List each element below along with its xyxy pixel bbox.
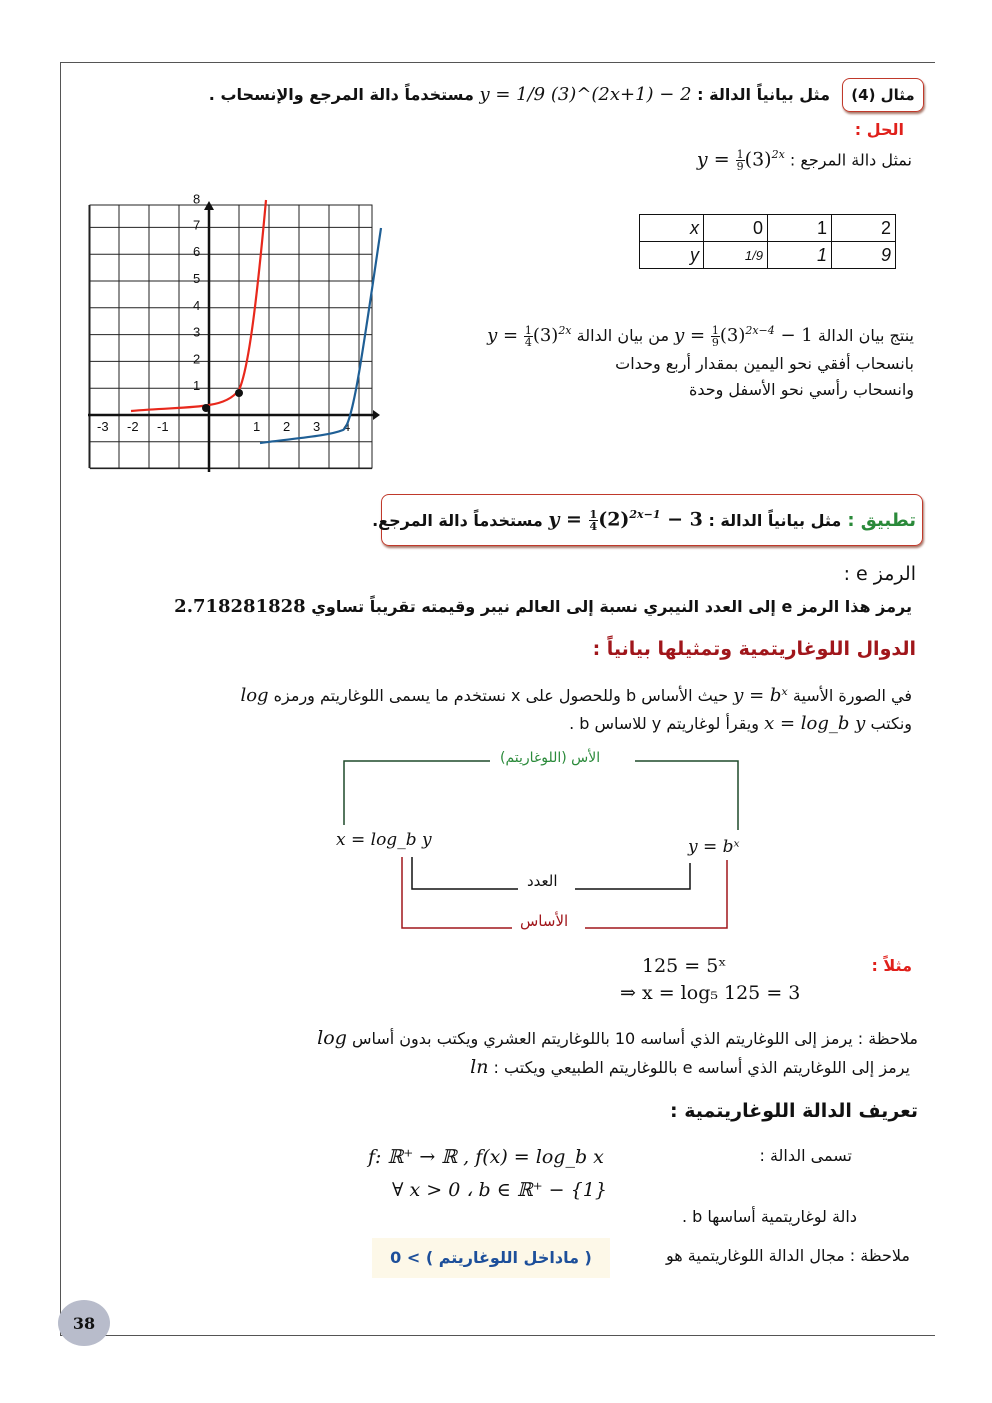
diagram-top-label: الأس (اللوغاريتم)	[500, 750, 601, 766]
definition-called: تسمى الدالة :	[759, 1146, 852, 1165]
frame-left	[60, 62, 61, 1335]
y-tick-label: 3	[193, 324, 201, 340]
diagram-middle-label: العدد	[527, 872, 558, 890]
application-box: تطبيق : مثل بيانياً الدالة : y = $\frac{1}{4}$ $(2)^{2x-1} - 3$ مستخدماً دالة المرجع.	[381, 494, 923, 546]
frame-top	[60, 62, 935, 63]
page-number-badge	[58, 1300, 110, 1346]
x-tick-label: 4	[343, 419, 351, 434]
log-section-heading: الدوال اللوغاريتمية وتمثيلها بيانياً :	[592, 638, 916, 660]
definition-conditions: ∀ x > 0 ، b ∈ ℝ⁺ − {1}	[392, 1179, 607, 1201]
diagram-right-equation: y = bˣ	[688, 837, 740, 857]
y-tick-label: 1	[193, 378, 201, 394]
y-tick-label: 4	[193, 297, 201, 313]
log-paragraph: في الصورة الأسية y = bˣ حيث الأساس b وللحصول على x نستخدم ما يسمى اللوغاريتم ورمزه log ونكتب x = log_b y ويقرأ لوغاريتم y للاساس b .	[240, 685, 912, 734]
x-axis-arrow-icon	[373, 410, 380, 420]
definition-heading: تعريف الدالة اللوغاريتمية :	[670, 1100, 918, 1122]
values-table	[639, 214, 896, 269]
example-badge-label: مثال (4)	[851, 86, 915, 104]
x-tick-label: 1	[253, 419, 261, 434]
number-bracket	[412, 857, 518, 889]
y-tick-label: 7	[193, 217, 201, 233]
translation-text: ينتج بيان الدالة y = $\frac{1}{9}$ $(3)^{2x-4} - 1$ من بيان الدالة y = $\frac{1}{4}$ $(3)^{2x}$ بانسحاب أفقي نحو اليمين بمقدار أربع وحدات وانسحاب رأسي نحو الأسفل وحدة	[487, 323, 914, 399]
y-tick-label: 8	[193, 191, 201, 207]
y-tick-label: 2	[193, 351, 201, 367]
point-0	[202, 404, 210, 412]
diagram-bottom-label: الأساس	[520, 912, 569, 930]
example2-label: مثلاً :	[871, 956, 912, 975]
domain-note: ملاحظة : مجال الدالة اللوغاريتمية هو	[665, 1246, 910, 1265]
x-tick-label: 3	[313, 419, 321, 434]
point-1	[235, 389, 243, 397]
example2-line1: 125 = 5ˣ	[642, 955, 727, 977]
exponent-bracket	[344, 761, 490, 825]
symbol-e-heading: الرمز e :	[843, 563, 916, 585]
definition-equation: f: ℝ⁺ → ℝ , f(x) = log_b x	[368, 1146, 604, 1168]
example-statement: مثل بيانياً الدالة : y = 1/9 (3)^(2x+1) − 2 مستخدماً دالة المرجع والإنسحاب .	[208, 84, 830, 105]
table-row: x 0 1 2	[640, 215, 896, 242]
frame-bottom	[60, 1335, 935, 1336]
application-label: تطبيق :	[847, 509, 916, 531]
symbol-e-text: يرمز هذا الرمز e إلى العدد النيبري نسبة إلى العالم نيبر وقيمته تقريباً تساوي 2.718281828	[174, 596, 912, 617]
translated-curve	[260, 228, 381, 443]
example2-line2: ⇒ x = log₅ 125 = 3	[620, 982, 801, 1004]
x-tick-label: -1	[157, 419, 169, 434]
solution-label: الحل :	[854, 120, 904, 139]
base-bracket	[402, 857, 512, 928]
example-equation: y = 1/9 (3)^(2x+1) − 2	[479, 84, 692, 105]
table-row: y 1/9 1 9	[640, 242, 896, 269]
reference-function: نمثل دالة المرجع : y = $\frac{1}{9}$ $(3)^{2x}$	[696, 147, 912, 173]
page-number: 38	[72, 1313, 96, 1333]
x-tick-label: 2	[283, 419, 291, 434]
x-tick-label: -2	[127, 419, 139, 434]
diagram-left-equation: x = log_b y	[336, 830, 432, 850]
note-log: ملاحظة : يرمز إلى اللوغاريتم الذي أساسه 10 باللوغاريتم العشري ويكتب بدون أساس log يرمز إلى اللوغاريتم الذي أساسه e باللوغاريتم الطبيعي ويكتب : ln	[317, 1027, 918, 1078]
domain-condition: ( ماداخل اللوغاريتم ) > 0	[372, 1238, 610, 1278]
exponential-graph	[88, 191, 380, 472]
example-badge	[842, 78, 924, 112]
y-tick-label: 5	[193, 271, 201, 286]
x-tick-label: -3	[97, 419, 109, 434]
y-tick-label: 6	[193, 244, 201, 260]
definition-description: دالة لوغاريتمية أساسها b .	[681, 1207, 857, 1226]
